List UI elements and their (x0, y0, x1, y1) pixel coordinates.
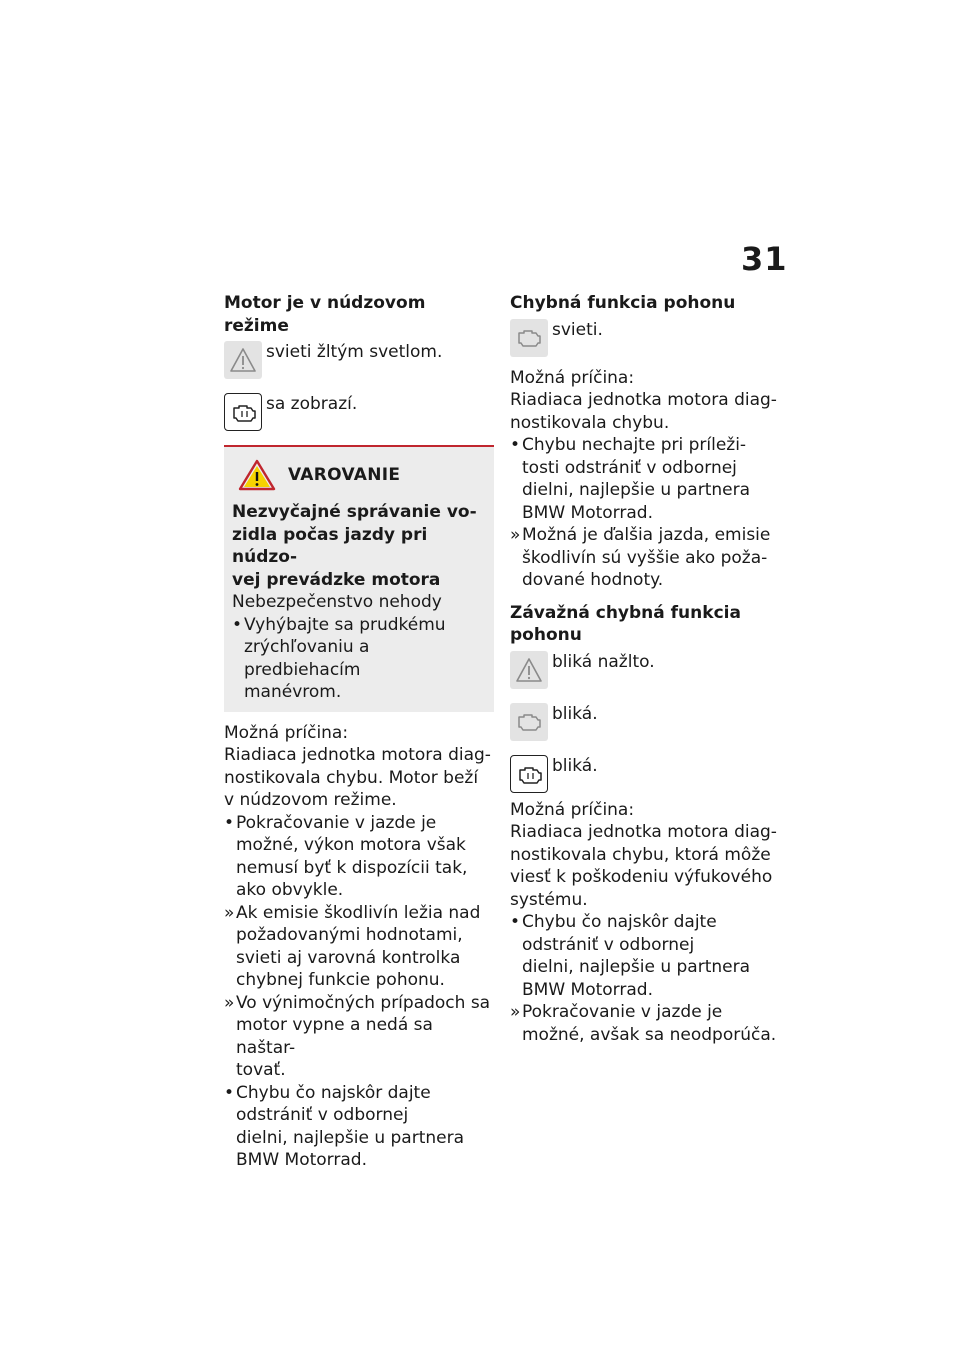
bullet-line: tosti odstrániť v odbornej (522, 457, 737, 478)
indicator-text: sa zobrazí. (266, 394, 358, 414)
cause-line: nostikovala chybu. Motor beží (224, 767, 479, 788)
bullet-line: odstrániť v odbornej (236, 1105, 409, 1125)
bullet-line: BMW Motorrad. (236, 1150, 367, 1170)
section-heading-serious-fault: Závažná chybná funkcia (510, 602, 741, 623)
cause-line: nostikovala chybu, ktorá môže (510, 844, 771, 865)
indicator-text: svieti žltým svetlom. (266, 342, 443, 362)
indicator-text: bliká. (552, 703, 598, 724)
cause-line: nostikovala chybu. (510, 412, 670, 433)
bullet-line: dielni, najlepšie u partnera (236, 1127, 465, 1148)
list-item (224, 1082, 494, 1172)
warning-bold-line: zidla počas jazdy pri núdzo- (232, 524, 428, 567)
bullet-line: zrýchľovaniu a predbiehacím (244, 637, 370, 680)
list-item (510, 524, 780, 592)
bullet-mark: • (510, 912, 521, 932)
bullet-line: Chybu nechajte pri príleži- (522, 435, 747, 455)
bullet-line: ako obvykle. (236, 880, 344, 900)
indicator-text: svieti. (552, 319, 603, 340)
warning-bullet (232, 614, 486, 704)
cause-line: systému. (510, 889, 588, 910)
bullet-line: nemusí byť k dispozícii tak, (236, 857, 468, 878)
section-heading-drive-fault: Chybná funkcia pohonu (510, 293, 736, 313)
warning-triangle-icon (238, 459, 276, 491)
indicator-row-engine (224, 393, 494, 431)
bullet-line: Chybu čo najskôr dajte (522, 912, 717, 932)
bullet-line: Chybu čo najskôr dajte (236, 1082, 431, 1103)
bullet-line: BMW Motorrad. (522, 979, 653, 1000)
bullet-mark: » (224, 992, 235, 1013)
bullet-mark: » (510, 1002, 521, 1022)
warning-bold-line: Nezvyčajné správanie vo- (232, 502, 477, 522)
indicator-row-warning (510, 651, 780, 689)
bullet-line: možné, výkon motora však (236, 835, 466, 855)
cause-line: Riadiaca jednotka motora diag- (510, 390, 777, 410)
left-column (224, 292, 494, 1172)
list-item (224, 902, 494, 992)
indicator-row-engine (510, 319, 780, 357)
bullet-line: BMW Motorrad. (522, 502, 653, 523)
section-heading-emergency-mode: Motor je v núdzovom režime (224, 293, 426, 336)
warning-box (224, 445, 494, 712)
bullet-mark: • (232, 614, 243, 635)
bullet-line: Možná je ďalšia jazda, emisie (522, 525, 771, 545)
warning-triangle-icon (224, 341, 262, 379)
indicator-text: bliká nažlto. (552, 651, 655, 672)
bullet-line: požadovanými hodnotami, (236, 925, 463, 945)
warning-title: VAROVANIE (288, 465, 401, 485)
bullet-line: Vyhýbajte sa prudkému (244, 614, 446, 635)
bullet-line: dované hodnoty. (522, 570, 664, 590)
indicator-row-warning (224, 341, 494, 379)
right-column (510, 292, 780, 1046)
list-item (224, 812, 494, 902)
indicator-text: bliká. (552, 755, 598, 776)
warning-triangle-icon (510, 651, 548, 689)
warning-header (238, 459, 486, 491)
cause-line: viesť k poškodeniu výfukového (510, 867, 773, 887)
bullet-line: svieti aj varovná kontrolka (236, 947, 461, 968)
engine-icon (224, 393, 262, 431)
cause-label: Možná príčina: (510, 367, 635, 388)
bullet-mark: » (510, 525, 521, 545)
bullet-line: Ak emisie škodlivín ležia nad (236, 902, 481, 923)
cause-label: Možná príčina: (224, 722, 349, 743)
bullet-mark: » (224, 902, 235, 923)
indicator-row-engine (510, 703, 780, 741)
section-heading-serious-fault-line2: pohonu (510, 625, 582, 645)
cause-line: Riadiaca jednotka motora diag- (510, 822, 777, 842)
bullet-line: manévrom. (244, 682, 342, 702)
bullet-line: dielni, najlepšie u partnera (522, 957, 751, 977)
bullet-line: možné, avšak sa neodporúča. (522, 1024, 777, 1045)
bullet-mark: • (224, 812, 235, 833)
page-number: 31 (741, 240, 788, 278)
bullet-mark: • (224, 1082, 235, 1103)
list-item (510, 1001, 780, 1046)
engine-icon (510, 703, 548, 741)
cause-label: Možná príčina: (510, 799, 635, 820)
bullet-line: Pokračovanie v jazde je (522, 1002, 723, 1022)
bullet-mark: • (510, 435, 521, 455)
bullet-line: Pokračovanie v jazde je (236, 812, 437, 833)
bullet-line: tovať. (236, 1060, 286, 1080)
bullet-line: Vo výnimočných prípadoch sa (236, 992, 491, 1013)
engine-icon (510, 755, 548, 793)
bullet-line: škodlivín sú vyššie ako poža- (522, 547, 768, 568)
engine-icon (510, 319, 548, 357)
cause-line: Riadiaca jednotka motora diag- (224, 745, 491, 765)
list-item (510, 911, 780, 1001)
bullet-line: motor vypne a nedá sa naštar- (236, 1015, 433, 1058)
bullet-line: odstrániť v odbornej (522, 934, 695, 955)
cause-line: v núdzovom režime. (224, 790, 397, 810)
warning-plain-text: Nebezpečenstvo nehody (232, 592, 442, 612)
bullet-line: dielni, najlepšie u partnera (522, 480, 751, 500)
list-item (510, 434, 780, 524)
indicator-row-engine (510, 755, 780, 793)
list-item (224, 992, 494, 1082)
warning-bold-line: vej prevádzke motora (232, 569, 441, 590)
bullet-line: chybnej funkcie pohonu. (236, 970, 445, 990)
